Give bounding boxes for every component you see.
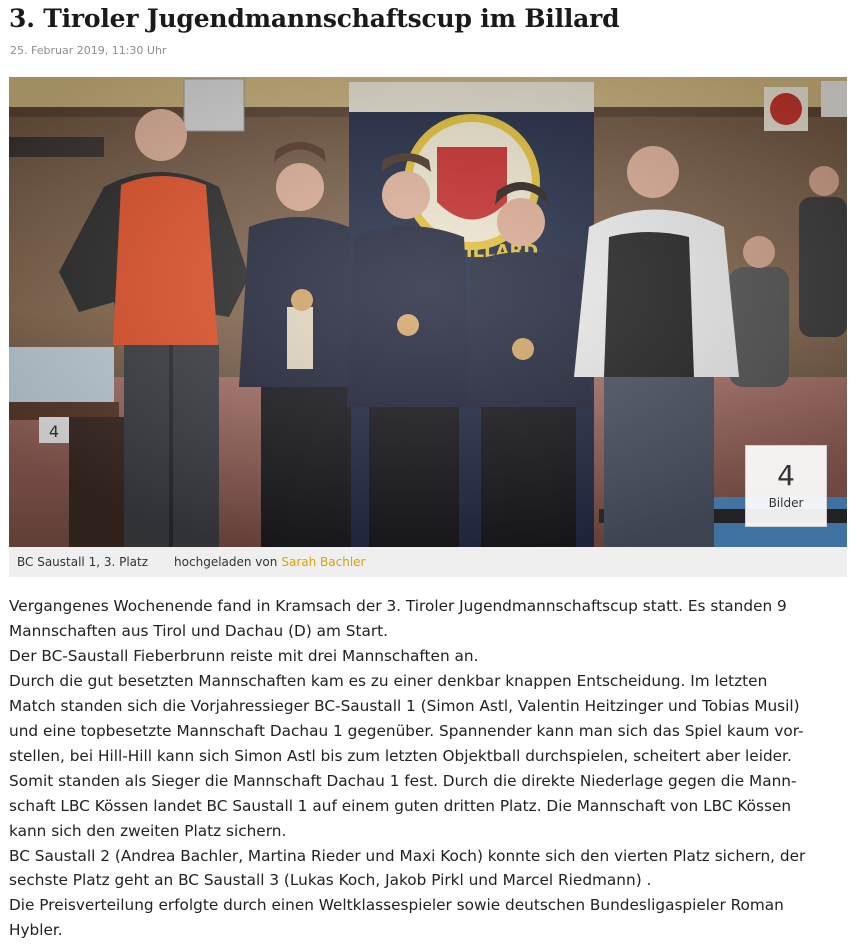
caption-author-link[interactable]: Sarah Bachler <box>281 555 366 569</box>
caption-text: BC Saustall 1, 3. Platz <box>17 555 149 569</box>
photo-caption <box>9 547 847 577</box>
body-line: und eine topbesetzte Mannschaft Dachau 1 gegenüber. Spannender kann man sich das Spiel kaum vor- <box>9 721 804 740</box>
body-line: BC Saustall 2 (Andrea Bachler, Martina Rieder und Maxi Koch) konnte sich den vierten Platz sichern, der <box>9 846 806 865</box>
image-count-button[interactable] <box>745 445 827 527</box>
body-line: Match standen sich die Vorjahressieger BC-Saustall 1 (Simon Astl, Valentin Heitzinger und Tobias Musil) <box>9 696 800 715</box>
body-line: Vergangenes Wochenende fand in Kramsach der 3. Tiroler Jugendmannschaftscup statt. Es standen 9 <box>9 597 787 615</box>
body-line: Der BC-Saustall Fieberbrunn reiste mit drei Mannschaften an. <box>9 646 479 665</box>
body-line: Hybler. <box>9 921 63 940</box>
image-count: 4 <box>777 459 795 492</box>
gallery-photo[interactable] <box>9 77 847 547</box>
article-date: 25. Februar 2019, 11:30 Uhr <box>10 44 167 57</box>
body-line: kann sich den zweiten Platz sichern. <box>9 821 287 840</box>
article-title: 3. Tiroler Jugendmannschaftscup im Billard <box>9 4 620 33</box>
body-line: Die Preisverteilung erfolgte durch einen Weltklassespieler sowie deutschen Bundesligaspieler Roman <box>9 896 784 915</box>
body-line: sechste Platz geht an BC Saustall 3 (Lukas Koch, Jakob Pirkl und Marcel Riedmann) . <box>9 871 652 890</box>
body-line: Somit standen als Sieger die Mannschaft Dachau 1 fest. Durch die direkte Niederlage gegen die Mann- <box>9 771 797 790</box>
team-photo-image <box>9 77 847 547</box>
body-line: schaft LBC Kössen landet BC Saustall 1 auf einem guten dritten Platz. Die Mannschaft von LBC Kössen <box>9 796 792 815</box>
article-body <box>9 594 847 943</box>
image-count-label: Bilder <box>768 496 804 510</box>
caption-uploaded-by: hochgeladen von <box>174 555 278 569</box>
body-line: Durch die gut besetzten Mannschaften kam es zu einer denkbar knappen Entscheidung. Im letzten <box>9 671 768 690</box>
body-line: Mannschaften aus Tirol und Dachau (D) am Start. <box>9 621 389 640</box>
body-line: stellen, bei Hill-Hill kann sich Simon Astl bis zum letzten Objektball durchspielen, scheitert aber leider. <box>9 746 792 765</box>
